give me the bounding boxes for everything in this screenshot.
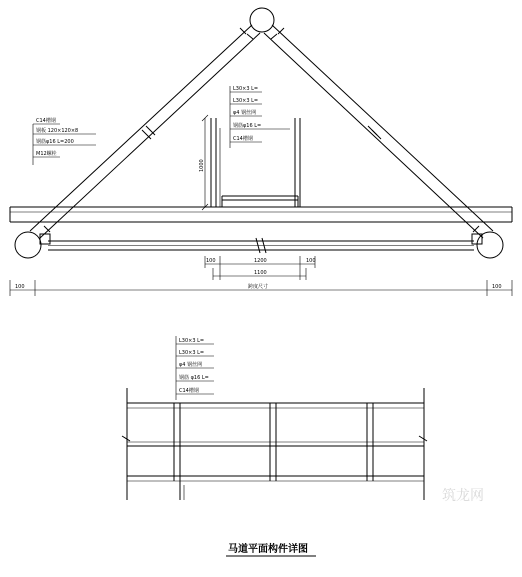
height-dimension [199,115,208,210]
overall-dimension [10,280,512,296]
span-dim-top: 1200 [254,258,267,264]
span-dim-left: 100 [206,258,216,264]
center-label-3: 钢筋φ16 L= [233,123,262,129]
left-label-2: 钢筋φ16 L=200 [36,139,74,145]
left-label-0: C14槽钢 [36,118,56,124]
center-label-2: φ4 钢丝网 [233,110,257,116]
left-label-3: M12螺栓 [36,151,57,157]
lower-chord [48,238,474,253]
detail-frame [122,388,427,500]
overall-dim-middle: 跨度尺寸 [248,284,269,290]
right-support [477,232,503,258]
height-dim-text: 1000 [199,159,205,172]
detail-posts [174,403,373,500]
overall-dim-right: 100 [492,284,502,290]
detail-label-4: C14槽钢 [179,388,199,394]
main-beam [10,207,512,222]
center-label-0: L30×3 L= [233,86,259,92]
overall-dim-left: 100 [15,284,25,290]
span-dimensions [205,256,316,280]
center-callout [230,86,290,148]
plan-detail [122,336,427,556]
span-dim-right: 100 [306,258,316,264]
detail-label-1: L30×3 L= [179,350,205,356]
detail-label-2: φ4 钢丝网 [179,362,203,368]
walkway-frame [211,118,300,207]
truss-elevation [10,8,512,296]
center-label-1: L30×3 L= [233,98,259,104]
apex-joint [250,8,274,32]
detail-callout [176,336,214,400]
left-support [15,232,41,258]
left-end-plate [40,234,50,244]
detail-label-0: L30×3 L= [179,338,205,344]
span-dim-bottom: 1100 [254,270,267,276]
detail-label-3: 钢筋 φ16 L= [179,375,209,381]
left-label-1: 钢板 120×120×8 [36,128,79,134]
center-label-4: C14槽钢 [233,136,253,142]
caption: 马道平面构件详图 [228,544,308,555]
watermark: 筑龙网 [442,488,484,504]
left-callout [33,117,96,165]
